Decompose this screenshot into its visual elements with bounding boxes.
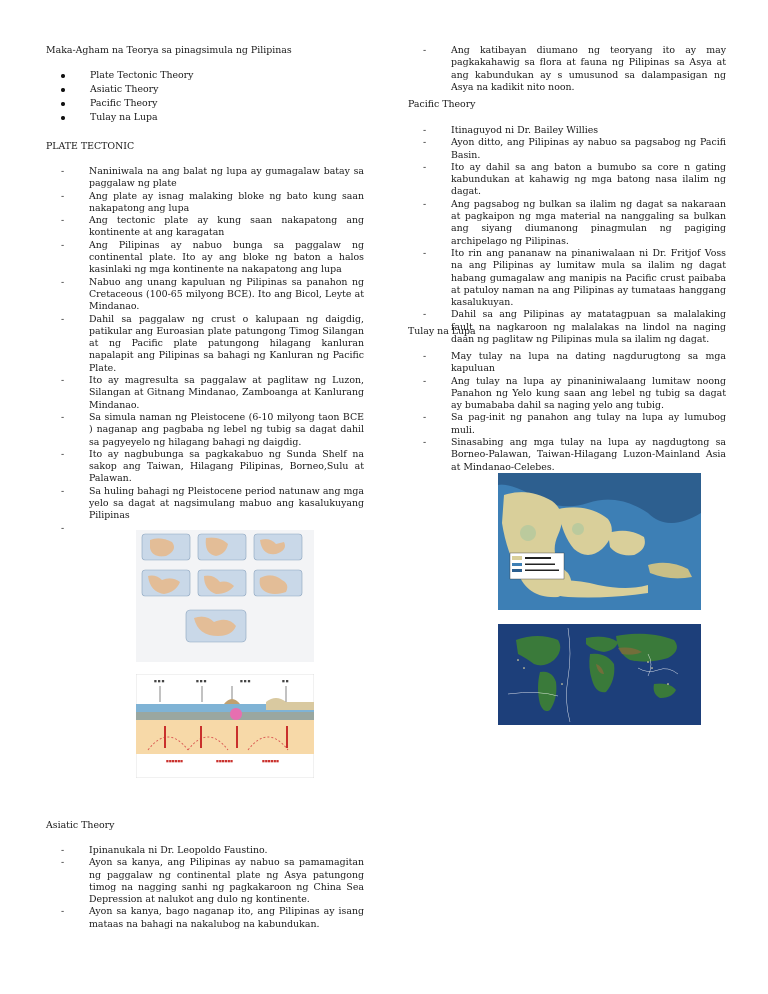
asiatic-continued-list	[408, 45, 726, 94]
list-item: - Ang plate ay isnag malaking bloke ng bato kung saan nakapatong ang lupa	[46, 191, 364, 216]
page-title: Maka-Agham na Teorya sa pinagsimula ng Pilipinas	[46, 45, 292, 56]
theory-list	[46, 69, 364, 125]
list-item: - Ipinanukala ni Dr. Leopoldo Faustino.	[46, 845, 364, 857]
asiatic-list	[46, 845, 364, 931]
list-item: - Dahil sa ang Pilipinas ay matatagpuan sa malalaking fault na nagkaroon ng malalakas na lindol na naging daan ng paglitaw ng Pilipinas mula sa ilalim ng dagat.	[408, 309, 726, 346]
svg-text:■ ■ ■: ■ ■ ■	[240, 679, 251, 683]
list-item: - Sa huling bahagi ng Pleistocene period natunaw ang mga yelo sa dagat at nagsimulang mabuo ang kasalukuyang Pilipinas	[46, 486, 364, 523]
list-item: - Ito ay magresulta sa paggalaw at paglitaw ng Luzon, Silangan at Gitnang Mindanao, Zamboanga at Kanlurang Mindanao.	[46, 375, 364, 412]
list-item: - Ito ay nagbubunga sa pagkakabuo ng Sunda Shelf na sakop ang Taiwan, Hilagang Pilipinas, Borneo,Sulu at Palawan.	[46, 449, 364, 486]
theory-item: Pacific Theory	[46, 97, 364, 111]
plate-tectonic-heading: PLATE TECTONIC	[46, 141, 135, 152]
world-plate-map	[498, 624, 701, 725]
svg-text:■ ■ ■: ■ ■ ■	[196, 679, 207, 683]
list-item: - Ang katibayan diumano ng teoryang ito ay may pagkakahawig sa flora at fauna ng Pilipinas sa Asya at ang kabundukan ay s umusunod sa dalampasigan ng Asya na kadikit nito noon.	[408, 45, 726, 94]
svg-text:■ ■ ■: ■ ■ ■	[154, 679, 165, 683]
sunda-shelf-map	[498, 473, 701, 610]
svg-text:■■■■■■: ■■■■■■	[166, 759, 184, 763]
subduction-diagram	[136, 674, 314, 778]
theory-item: Tulay na Lupa	[46, 111, 364, 125]
list-item: - Sa pag-init ng panahon ang tulay na lupa ay lumubog muli.	[408, 412, 726, 437]
tulay-list	[408, 351, 726, 474]
list-item: - Dahil sa paggalaw ng crust o kalupaan ng daigdig, patikular ang Euroasian plate patungong Timog Silangan at ng Pacific plate patungong hilagang kanluran napalapit ang Pilipinas sa bahagi ng Kanluran ng Pacific Plate.	[46, 314, 364, 375]
svg-text:■■■■■■: ■■■■■■	[262, 759, 280, 763]
list-item: - May tulay na lupa na dating nagdurugtong sa mga kapuluan	[408, 351, 726, 376]
list-item: - Sinasabing ang mga tulay na lupa ay nagdugtong sa Borneo-Palawan, Taiwan-Hilagang Luzon-Mainland Asia at Mindanao-Celebes.	[408, 437, 726, 474]
theory-item: Plate Tectonic Theory	[46, 69, 364, 83]
pacific-heading: Pacific Theory	[408, 99, 476, 110]
tulay-heading: Tulay na Lupa	[408, 326, 476, 337]
theory-item: Asiatic Theory	[46, 83, 364, 97]
continents-figure	[136, 530, 314, 662]
list-item: - Ang tectonic plate ay kung saan nakapatong ang kontinente at ang karagatan	[46, 215, 364, 240]
list-item: - Ito rin ang pananaw na pinaniwalaan ni Dr. Fritjof Voss na ang Pilipinas ay lumitaw mula sa ilalim ng dagat habang gumagalaw ang manipis na Pacific crust paibaba at patuloy naman na ang Pilipinas ay tumataas hanggang kasalukuyan.	[408, 248, 726, 309]
list-item: - Ayon sa kanya, bago naganap ito, ang Pilipinas ay isang mataas na bahagi na nakalubog na kabundukan.	[46, 906, 364, 931]
list-item: - Nabuo ang unang kapuluan ng Pilipinas sa panahon ng Cretaceous (100-65 milyong BCE). Ito ang Bicol, Leyte at Mindanao.	[46, 277, 364, 314]
plate-tectonic-list	[46, 166, 364, 535]
list-item: - Sa simula naman ng Pleistocene (6-10 milyong taon BCE ) naganap ang pagbaba ng lebel ng tubig sa dagat dahil sa pagyeyelo ng hilagang bahagi ng daigdig.	[46, 412, 364, 449]
list-item: - Itinaguyod ni Dr. Bailey Willies	[408, 125, 726, 137]
asiatic-heading: Asiatic Theory	[46, 820, 115, 831]
list-item: - Ayon sa kanya, ang Pilipinas ay nabuo sa pamamagitan ng paggalaw ng continental plate ng Asya patungong timog na nagging sanhi ng pagkakaroon ng China Sea Depression at nalukot ang dulo ng kontinente.	[46, 857, 364, 906]
list-item: - Ang tulay na lupa ay pinaniniwalaang lumitaw noong Panahon ng Yelo kung saan ang lebel ng tubig sa dagat ay bumababa dahil sa naging yelo ang tubig.	[408, 376, 726, 413]
list-item: - Ang Pilipinas ay nabuo bunga sa paggalaw ng continental plate. Ito ay ang bloke ng baton a halos kasinlaki ng mga kontinente na nakapatong ang lupa	[46, 240, 364, 277]
svg-text:■■■■■■: ■■■■■■	[216, 759, 234, 763]
list-item: - Ayon ditto, ang Pilipinas ay nabuo sa pagsabog ng Pacifi Basin.	[408, 137, 726, 162]
list-item: - Naniniwala na ang balat ng lupa ay gumagalaw batay sa paggalaw ng plate	[46, 166, 364, 191]
svg-text:■ ■: ■ ■	[282, 679, 289, 683]
list-item: - Ito ay dahil sa ang baton a bumubo sa core n gating kabundukan at kahawig ng mga batong nasa ilalim ng dagat.	[408, 162, 726, 199]
pacific-list	[408, 125, 726, 346]
list-item: - Ang pagsabog ng bulkan sa ilalim ng dagat sa nakaraan at pagkaipon ng mga material na nanggaling sa bulkan ang siyang diumanong pinagmulan ng pagiging archipelago ng Pilipinas.	[408, 199, 726, 248]
